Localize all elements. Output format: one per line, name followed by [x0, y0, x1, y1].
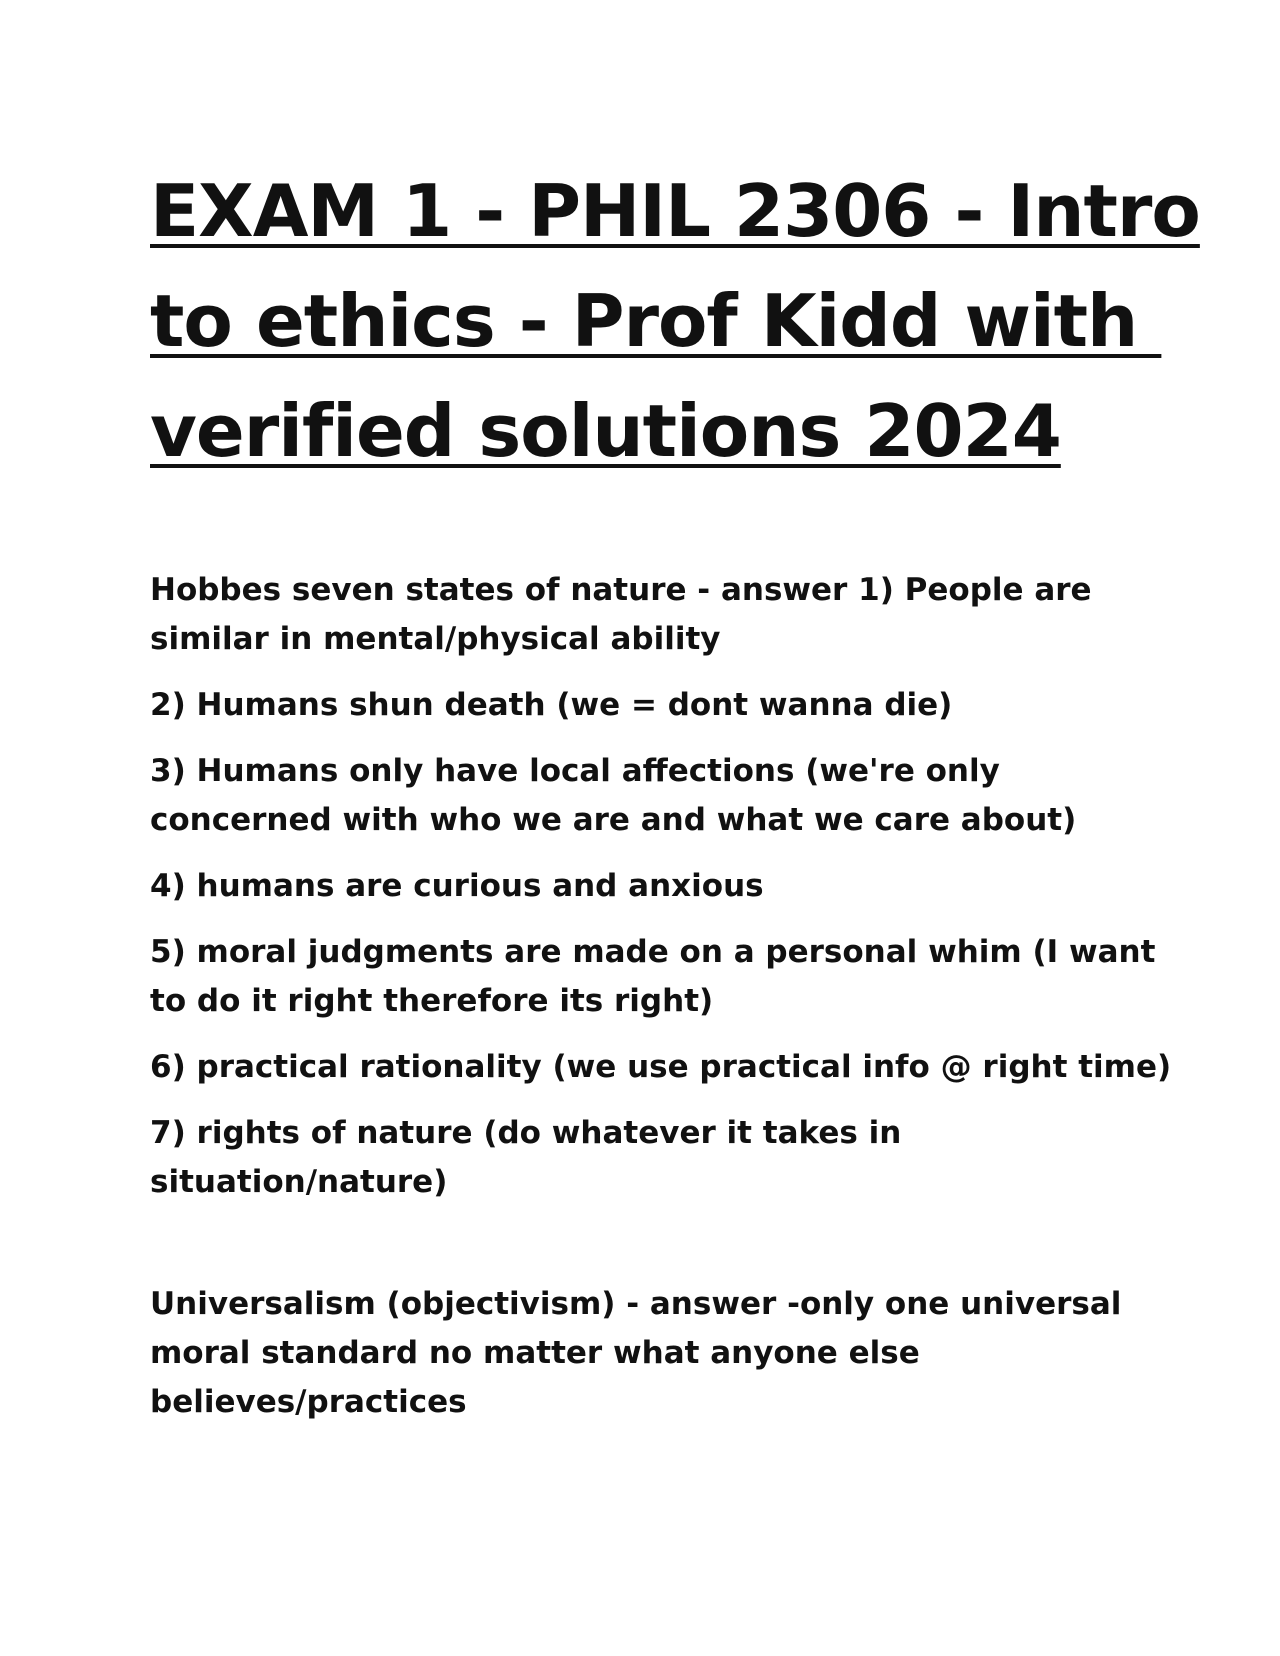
section-spacer — [150, 1224, 1130, 1280]
text-line: believes/practices — [150, 1384, 467, 1420]
text-line: Hobbes seven states of nature - answer 1) People are — [150, 572, 1092, 608]
document-title — [150, 156, 1200, 486]
text-line: moral standard no matter what anyone else — [150, 1335, 920, 1371]
text-line: 4) humans are curious and anxious — [150, 868, 764, 904]
text-line: 7) rights of nature (do whatever it takes in — [150, 1115, 902, 1151]
text-line: concerned with who we are and what we care about) — [150, 802, 1077, 838]
text-line: situation/nature) — [150, 1164, 448, 1200]
title-line: verified solutions 2024 — [150, 389, 1061, 473]
title-line: to ethics - Prof Kidd with — [150, 279, 1162, 363]
answer-item-6 — [150, 1043, 1172, 1092]
title-line: EXAM 1 - PHIL 2306 - Intro — [150, 169, 1200, 253]
answer-item-2 — [150, 681, 1130, 730]
answer-item-7 — [150, 1109, 1130, 1207]
document-body — [150, 566, 1172, 1444]
answer-item-3 — [150, 747, 1130, 845]
text-line: 3) Humans only have local affections (we're only — [150, 753, 1000, 789]
answer-item-4 — [150, 862, 1130, 911]
text-line: 5) moral judgments are made on a personal whim (I want — [150, 934, 1156, 970]
text-line: 2) Humans shun death (we = dont wanna die) — [150, 687, 953, 723]
text-line: to do it right therefore its right) — [150, 983, 714, 1019]
text-line: similar in mental/physical ability — [150, 621, 721, 657]
text-line: 6) practical rationality (we use practical info @ right time) — [150, 1049, 1172, 1085]
text-line: Universalism (objectivism) - answer -only one universal — [150, 1286, 1122, 1322]
answer-item-5 — [150, 928, 1156, 1026]
question-universalism — [150, 1280, 1130, 1427]
question-hobbes-seven-states — [150, 566, 1130, 664]
